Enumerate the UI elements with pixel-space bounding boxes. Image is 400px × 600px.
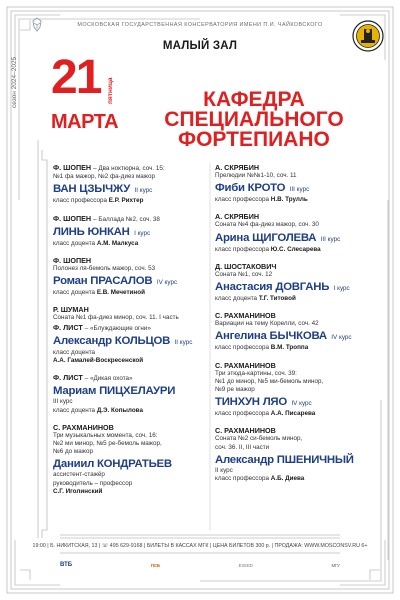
teacher-name: Н.В. Трулль — [270, 196, 308, 204]
performer-line — [215, 279, 375, 295]
class-label: III курс — [53, 398, 73, 406]
program-item — [215, 262, 375, 303]
composer-line — [53, 423, 208, 432]
class-label: класс профессора — [215, 475, 270, 483]
composer-name: Ф. ШОПЕН — [53, 213, 92, 223]
sponsor-strip — [60, 559, 340, 571]
sponsor-logo: ВТБ — [60, 562, 73, 568]
performer-course: I курс — [333, 285, 350, 293]
concert-month: МАРТА — [51, 111, 119, 133]
performer-name: Даниил КОНДРАТЬЕВ — [53, 458, 172, 471]
hall-name: МАЛЫЙ ЗАЛ — [162, 40, 238, 52]
class-label: класс профессора — [215, 245, 270, 253]
class-line — [215, 196, 375, 204]
class-label: ассистент-стажёр — [53, 471, 105, 479]
performer-line — [215, 394, 375, 410]
performer-course: II курс — [174, 338, 193, 346]
teacher-name: А.Б. Диева — [270, 475, 305, 483]
performer-line — [215, 230, 375, 246]
composer-name: Ф. ШОПЕН — [53, 163, 92, 172]
program-item — [53, 256, 208, 297]
program-item — [53, 305, 208, 365]
class-line — [53, 349, 208, 357]
class-line — [215, 410, 375, 418]
composer-name: Р. ШУМАН — [53, 305, 89, 315]
program-left-column — [53, 163, 208, 504]
performer-name: Анастасия ДОВГАНЬ — [215, 281, 330, 294]
work-title: №6 до мажор — [53, 448, 93, 456]
program-item — [215, 311, 375, 352]
program-item — [215, 163, 375, 204]
composer-name: Ф. ЛИСТ — [53, 322, 83, 332]
composer-line — [215, 311, 375, 320]
performer-line — [53, 456, 208, 471]
composer-line — [215, 361, 375, 370]
work-title: – «Блуждающие огни» — [84, 324, 151, 332]
work-title: №2 ми минор, №5 ре-бемоль мажор, — [53, 440, 162, 448]
performer-line — [53, 333, 208, 349]
program-item — [53, 373, 208, 415]
class-label: класс доцента — [53, 239, 96, 247]
class-label: руководитель – профессор — [53, 479, 133, 487]
performer-name: ВАН ЦЗЫЧЖУ — [53, 183, 131, 196]
work-title: Соната №4 фа-диез мажор, соч. 30 — [215, 221, 319, 229]
class-label: класс доцента — [53, 348, 96, 356]
class-line — [53, 197, 208, 205]
teacher-name: Т.Г. Титовой — [258, 295, 296, 303]
teacher-name: В.М. Троппа — [270, 344, 309, 352]
work-title: №1 до минор, №5 ми-бемоль минор, — [215, 377, 324, 385]
performer-name: Арина ЩИГОЛЕВА — [215, 231, 317, 244]
composer-name: С. РАХМАНИНОВ — [215, 426, 276, 436]
teacher-name: Е.В. Мечетиной — [96, 289, 145, 297]
work-title: Соната №1 фа-диез минор, соч. 11. I часть — [53, 314, 179, 322]
class-line — [53, 357, 208, 365]
composer-name: А. СКРЯБИН — [215, 163, 260, 172]
program-right-column — [215, 163, 375, 491]
class-line — [215, 467, 375, 475]
teacher-name: А.М. Малкуса — [96, 239, 139, 247]
department-line: СПЕЦИАЛЬНОГО — [164, 108, 344, 131]
performer-name: Фиби КРОТО — [215, 182, 286, 195]
class-line — [53, 398, 208, 406]
composer-name: С. РАХМАНИНОВ — [215, 360, 276, 370]
composer-name: А. СКРЯБИН — [215, 212, 260, 222]
concert-day: 21 — [51, 51, 101, 104]
teacher-name: Ю.С. Слесарева — [270, 245, 321, 253]
footer-info: 19:00 | Б. НИКИТСКАЯ, 13 | ☏ 495 629-9168 | БИЛЕТЫ В КАССАХ МГК | ЦЕНА БИЛЕТОВ 300 р. | ПРОДАЖА: WWW.MOSCONSV.RU 6+ — [32, 543, 368, 549]
program-item — [53, 214, 208, 248]
performer-name: Александр КОЛЬЦОВ — [53, 334, 171, 347]
work-title: Соната №2 си-бемоль минор, — [215, 435, 303, 443]
composer-line — [53, 163, 208, 173]
performer-line — [53, 224, 208, 240]
performer-line — [215, 180, 375, 196]
class-label: класс профессора — [215, 410, 270, 418]
performer-name: Мариам ПИЦХЕЛАУРИ — [53, 385, 176, 398]
sponsor-logo: EXEED — [238, 562, 253, 568]
performer-line — [53, 273, 208, 289]
department-line: ФОРТЕПИАНО — [178, 128, 330, 151]
program-item — [215, 426, 375, 483]
performer-line — [53, 383, 208, 398]
performer-name: Роман ПРАСАЛОВ — [53, 275, 153, 288]
composer-line — [53, 305, 208, 314]
composer-name: Ф. ЛИСТ — [53, 373, 83, 383]
department-line: КАФЕДРА — [203, 88, 305, 111]
class-label: класс доцента — [53, 289, 96, 297]
composer-line — [215, 212, 375, 221]
performer-name: ЛИНЬ ЮНКАН — [53, 225, 130, 238]
work-title: Три этюда-картины, соч. 39: — [215, 369, 297, 377]
teacher-name: А.А. Гамалей-Воскресенской — [53, 357, 144, 365]
class-label: класс профессора — [215, 344, 270, 352]
class-line — [215, 246, 375, 254]
sponsor-logo: ПСБ — [150, 562, 160, 568]
composer-name: Д. ШОСТАКОВИЧ — [215, 261, 277, 271]
work-title: – Два ноктюрна, соч. 15: — [93, 165, 165, 172]
work-title: – «Дикая охота» — [84, 375, 133, 383]
work-title: Вариации на тему Корелли, соч. 42 — [215, 320, 319, 328]
class-line — [53, 480, 208, 488]
class-line — [215, 344, 375, 352]
work-title: №1 фа мажор, №2 фа-диез мажор — [53, 173, 156, 181]
concert-weekday: пятница — [107, 77, 114, 104]
performer-line — [215, 328, 375, 344]
teacher-name: Е.Р. Рихтер — [108, 197, 144, 205]
performer-name: Ангелина БЫЧКОВА — [215, 330, 327, 343]
class-line — [215, 475, 375, 483]
composer-name: С. РАХМАНИНОВ — [215, 311, 276, 321]
performer-line — [215, 452, 375, 467]
work-title: Прелюдии №№1-10, соч. 11 — [215, 172, 297, 179]
class-line — [215, 295, 375, 303]
teacher-name: С.Г. Иголинский — [53, 487, 103, 495]
performer-course: IV курс — [291, 400, 312, 408]
work-title: №9 ре мажор — [215, 386, 255, 394]
season-label: сезон 2024–2025 — [11, 56, 18, 108]
work-title: Соната №1, соч. 12 — [215, 270, 273, 278]
work-title: – Баллада №2, соч. 38 — [93, 215, 160, 223]
performer-course: IV курс — [156, 279, 178, 287]
performer-course: IV курс — [331, 334, 352, 342]
work-title: соч. 36. II, III части — [215, 443, 270, 451]
composer-line — [215, 163, 375, 172]
class-label: класс доцента — [53, 406, 96, 414]
class-line — [53, 488, 208, 496]
performer-course: II курс — [134, 187, 153, 195]
sponsor-logo: МГУ — [331, 562, 340, 568]
composer-name: Ф. ШОПЕН — [53, 256, 92, 266]
class-line — [53, 240, 208, 248]
composer-line — [215, 262, 375, 271]
performer-name: Александр ПШЕНИЧНЫЙ — [215, 453, 354, 466]
work-title: Полонез ля-бемоль мажор, соч. 53 — [53, 265, 156, 273]
program-item — [215, 212, 375, 253]
composer-line — [53, 373, 208, 383]
department-title — [134, 90, 374, 150]
program-item — [53, 163, 208, 206]
class-line — [53, 471, 208, 479]
teacher-name: А.А. Писарева — [270, 410, 316, 418]
class-label: класс доцента — [215, 295, 258, 303]
class-label: II курс — [215, 466, 233, 474]
class-label: класс профессора — [53, 197, 108, 205]
composer-line — [53, 323, 208, 333]
institution-name: МОСКОВСКАЯ ГОСУДАРСТВЕННАЯ КОНСЕРВАТОРИЯ ИМЕНИ П.И. ЧАЙКОВСКОГО — [77, 22, 323, 28]
class-label: класс профессора — [215, 196, 270, 204]
performer-course: III курс — [320, 235, 341, 243]
class-line — [53, 407, 208, 415]
composer-line — [53, 256, 208, 265]
class-line — [53, 289, 208, 297]
work-title: Три музыкальных момента, соч. 16: — [53, 431, 158, 439]
program-item — [215, 361, 375, 419]
performer-course: I курс — [134, 229, 151, 237]
composer-name: С. РАХМАНИНОВ — [53, 422, 114, 432]
performer-line — [53, 181, 208, 197]
teacher-name: Д.Э. Копылова — [96, 406, 143, 414]
program-item — [53, 423, 208, 496]
performer-course: III курс — [289, 186, 310, 194]
performer-name: ТИНХУН ЛЯО — [215, 396, 287, 409]
